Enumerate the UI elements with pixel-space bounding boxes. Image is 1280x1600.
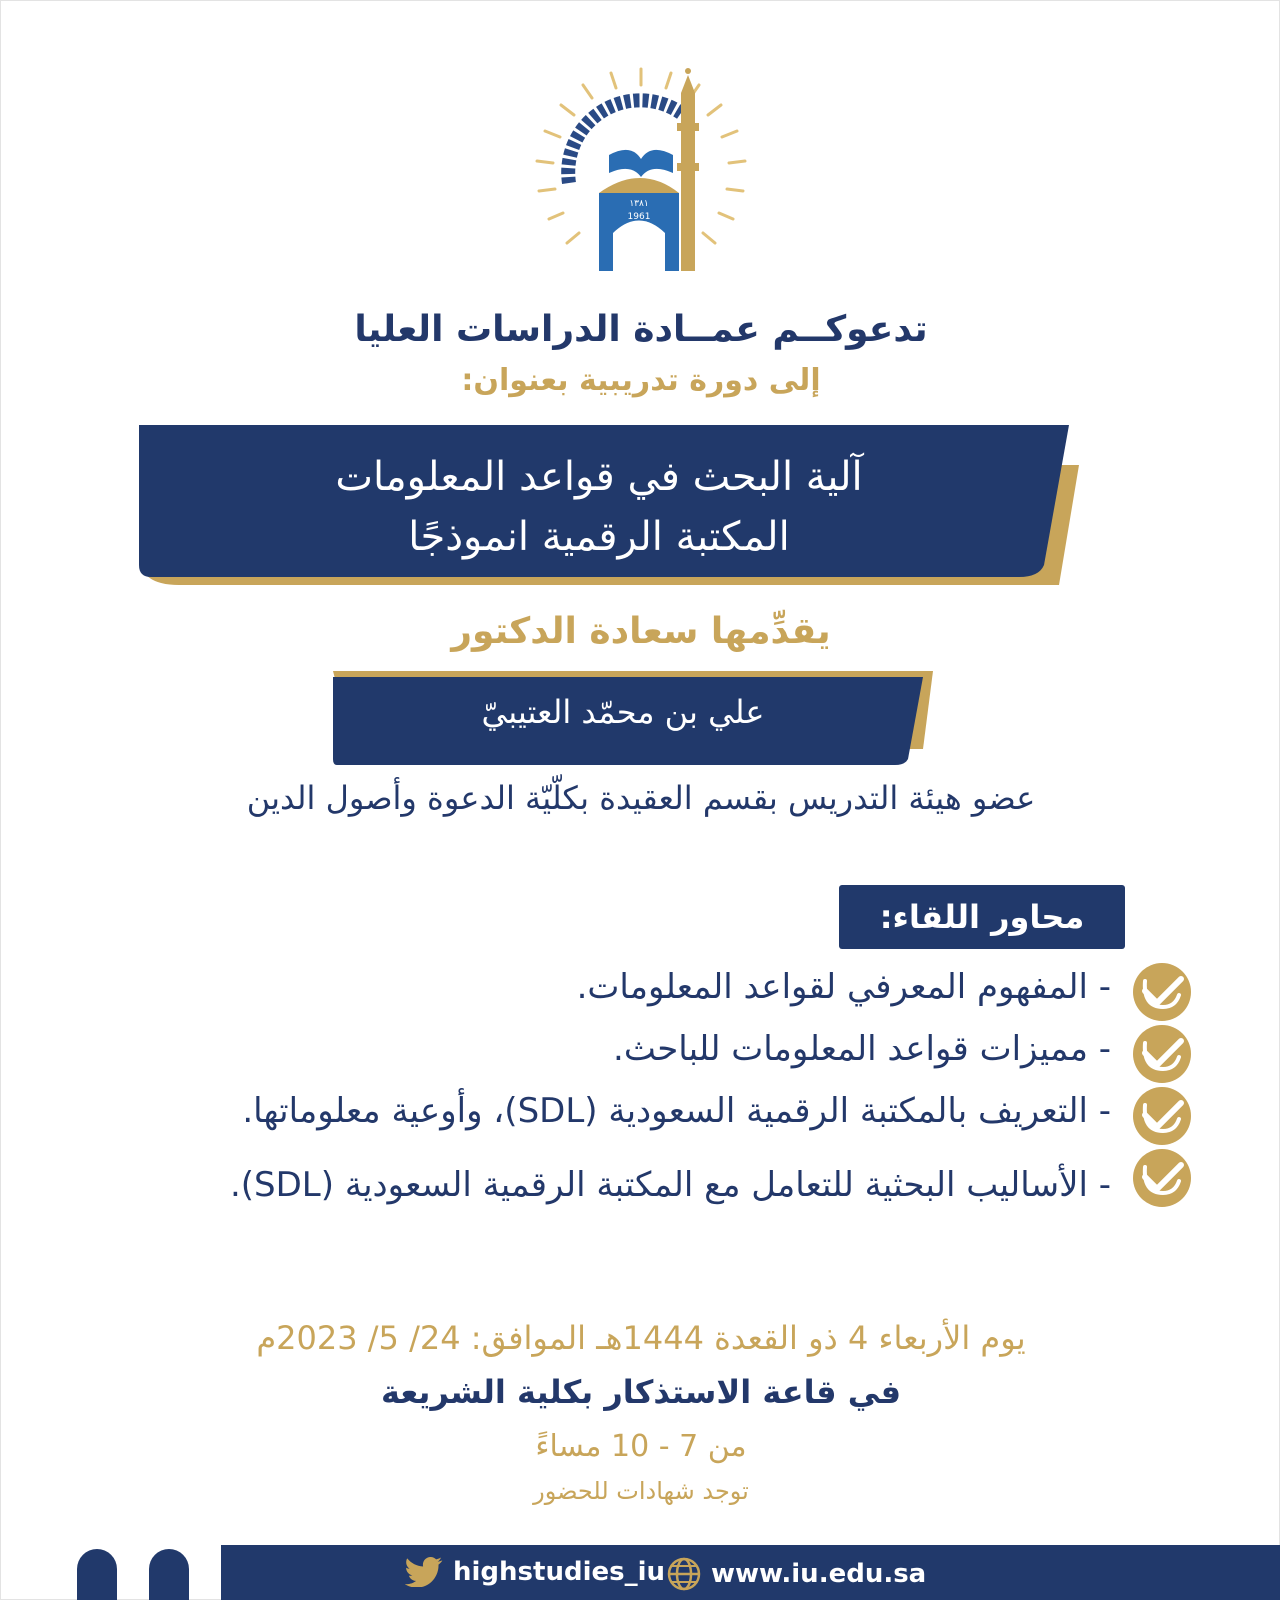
footer-decor: [77, 1549, 117, 1600]
svg-text:١٣٨١: ١٣٨١: [629, 199, 649, 209]
website-link[interactable]: [667, 1557, 926, 1591]
axis-text: - المفهوم المعرفي لقواعد المعلومات.: [576, 967, 1111, 1007]
check-icon: [1133, 1025, 1191, 1083]
list-item: [101, 961, 1191, 1023]
axes-list: [101, 961, 1191, 1275]
axis-text: - الأساليب البحثية للتعامل مع المكتبة الرقمية السعودية (SDL).: [229, 1165, 1111, 1205]
presenter-name-banner: [333, 671, 935, 767]
check-icon: [1133, 1087, 1191, 1145]
event-time: من 7 - 10 مساءً: [535, 1429, 747, 1464]
invitation-line: تدعوكــم عمــادة الدراسات العليا: [354, 309, 928, 350]
course-title-line2: المكتبة الرقمية انموذجًا: [408, 514, 790, 560]
twitter-icon: [405, 1557, 443, 1587]
twitter-handle: highstudies_iu: [453, 1557, 666, 1587]
course-title-banner: [139, 425, 1089, 593]
website-url: www.iu.edu.sa: [711, 1559, 927, 1589]
certificates-note: توجد شهادات للحضور: [533, 1477, 749, 1505]
footer-decor: [149, 1549, 189, 1600]
presenter-name: علي بن محمّد العتيبيّ: [481, 693, 765, 731]
axis-text: - مميزات قواعد المعلومات للباحث.: [613, 1029, 1111, 1069]
event-venue: في قاعة الاستذكار بكلية الشريعة: [380, 1373, 902, 1411]
globe-icon: [667, 1557, 701, 1591]
axes-title: محاور اللقاء:: [839, 885, 1125, 949]
footer: [1, 1545, 1280, 1600]
event-date: يوم الأربعاء 4 ذو القعدة 1444هـ الموافق: 24/ 5/ 2023م: [256, 1319, 1026, 1357]
course-title: [159, 447, 1039, 567]
axis-text: - التعريف بالمكتبة الرقمية السعودية (SDL)، وأوعية معلوماتها.: [242, 1091, 1111, 1131]
presenter-label: يقدِّمها سعادة الدكتور: [451, 611, 831, 652]
list-item: [101, 1085, 1191, 1147]
course-title-line1: آلية البحث في قواعد المعلومات: [335, 454, 863, 500]
course-intro-line: إلى دورة تدريبية بعنوان:: [461, 363, 821, 398]
check-icon: [1133, 963, 1191, 1021]
list-item: [101, 1147, 1191, 1275]
list-item: [101, 1023, 1191, 1085]
presenter-position: عضو هيئة التدريس بقسم العقيدة بكلّيّة الدعوة وأصول الدين: [246, 779, 1036, 817]
check-icon: [1133, 1149, 1191, 1207]
svg-text:1961: 1961: [627, 212, 651, 222]
university-logo-icon: [531, 63, 751, 283]
twitter-link[interactable]: [405, 1557, 665, 1587]
